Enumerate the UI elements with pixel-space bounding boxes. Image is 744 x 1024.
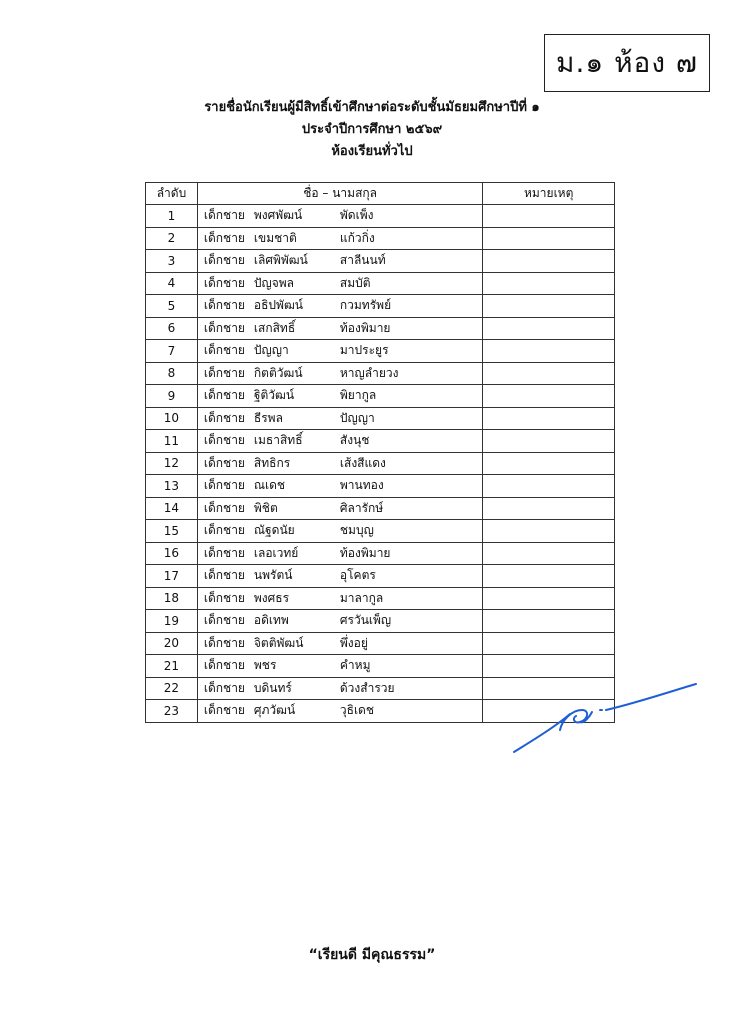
last-name: มาลากูล xyxy=(339,590,384,605)
remarks-cell xyxy=(483,340,615,363)
last-name: คำหมู xyxy=(339,658,371,673)
first-name: ธีรพล xyxy=(253,410,283,425)
last-name: ท้องพิมาย xyxy=(339,545,391,560)
remarks-cell xyxy=(483,497,615,520)
table-row xyxy=(146,317,615,340)
name-prefix: เด็กชาย xyxy=(203,253,245,268)
row-number: 18 xyxy=(146,587,198,610)
row-number: 5 xyxy=(146,295,198,318)
first-name: ณัฐดนัย xyxy=(253,523,295,538)
student-name-cell xyxy=(197,677,483,700)
name-prefix: เด็กชาย xyxy=(203,388,245,403)
table-row xyxy=(146,452,615,475)
signature xyxy=(500,672,710,762)
remarks-cell xyxy=(483,542,615,565)
name-prefix: เด็กชาย xyxy=(203,343,245,358)
room-label-box xyxy=(544,34,710,92)
name-prefix: เด็กชาย xyxy=(203,613,245,628)
row-number: 9 xyxy=(146,385,198,408)
row-number: 7 xyxy=(146,340,198,363)
row-number: 3 xyxy=(146,250,198,273)
student-name-cell xyxy=(197,295,483,318)
name-prefix: เด็กชาย xyxy=(203,478,245,493)
row-number: 16 xyxy=(146,542,198,565)
row-number: 8 xyxy=(146,362,198,385)
table-row xyxy=(146,250,615,273)
table-row xyxy=(146,407,615,430)
last-name: ด้วงสำรวย xyxy=(339,680,395,695)
table-row xyxy=(146,632,615,655)
table-row xyxy=(146,362,615,385)
remarks-cell xyxy=(483,227,615,250)
student-name-cell xyxy=(197,632,483,655)
student-name-cell xyxy=(197,700,483,723)
remarks-cell xyxy=(483,587,615,610)
remarks-cell xyxy=(483,610,615,633)
first-name: พงศธร xyxy=(253,590,290,605)
row-number: 14 xyxy=(146,497,198,520)
table-row xyxy=(146,542,615,565)
name-prefix: เด็กชาย xyxy=(203,590,245,605)
table-row xyxy=(146,295,615,318)
remarks-cell xyxy=(483,385,615,408)
last-name: สังนุช xyxy=(339,433,370,448)
last-name: วุธิเดช xyxy=(339,703,374,718)
last-name: เส้งสีแดง xyxy=(339,455,386,470)
student-name-cell xyxy=(197,227,483,250)
last-name: พึ่งอยู่ xyxy=(339,635,368,650)
last-name: มาประยูร xyxy=(339,343,389,358)
table-row xyxy=(146,272,615,295)
row-number: 20 xyxy=(146,632,198,655)
name-prefix: เด็กชาย xyxy=(203,658,245,673)
remarks-cell xyxy=(483,205,615,228)
first-name: พชร xyxy=(253,658,277,673)
first-name: ณเดช xyxy=(253,478,286,493)
remarks-cell xyxy=(483,452,615,475)
row-number: 21 xyxy=(146,655,198,678)
student-name-cell xyxy=(197,475,483,498)
row-number: 15 xyxy=(146,520,198,543)
student-roster-table xyxy=(145,182,615,723)
remarks-cell xyxy=(483,632,615,655)
table-row xyxy=(146,610,615,633)
student-name-cell xyxy=(197,385,483,408)
student-name-cell xyxy=(197,610,483,633)
student-name-cell xyxy=(197,565,483,588)
remarks-cell xyxy=(483,475,615,498)
student-name-cell xyxy=(197,340,483,363)
name-prefix: เด็กชาย xyxy=(203,500,245,515)
first-name: กิตติวัฒน์ xyxy=(253,365,303,380)
student-name-cell xyxy=(197,250,483,273)
student-name-cell xyxy=(197,542,483,565)
name-prefix: เด็กชาย xyxy=(203,568,245,583)
table-row xyxy=(146,475,615,498)
first-name: จิตติพัฒน์ xyxy=(253,635,304,650)
first-name: ปัญจพล xyxy=(253,275,295,290)
name-prefix: เด็กชาย xyxy=(203,680,245,695)
last-name: แก้วกิ่ง xyxy=(339,230,375,245)
name-prefix: เด็กชาย xyxy=(203,298,245,313)
table-row xyxy=(146,587,615,610)
first-name: พงศพัฒน์ xyxy=(253,208,303,223)
first-name: ฐิติวัฒน์ xyxy=(253,388,295,403)
first-name: สิทธิกร xyxy=(253,455,291,470)
table-body xyxy=(146,205,615,723)
last-name: ศิลารักษ์ xyxy=(339,500,384,515)
student-name-cell xyxy=(197,655,483,678)
row-number: 2 xyxy=(146,227,198,250)
row-number: 23 xyxy=(146,700,198,723)
last-name: ศรวันเพ็ญ xyxy=(339,613,392,628)
name-prefix: เด็กชาย xyxy=(203,635,245,650)
table-row xyxy=(146,385,615,408)
row-number: 22 xyxy=(146,677,198,700)
student-name-cell xyxy=(197,272,483,295)
school-motto: “เรียนดี มีคุณธรรม” xyxy=(308,947,436,963)
first-name: ปัญญา xyxy=(253,343,289,358)
row-number: 11 xyxy=(146,430,198,453)
name-prefix: เด็กชาย xyxy=(203,208,245,223)
remarks-cell xyxy=(483,295,615,318)
name-prefix: เด็กชาย xyxy=(203,275,245,290)
heading-class-type: ห้องเรียนทั่วไป xyxy=(331,144,413,159)
room-label: ม.๑ ห้อง ๗ xyxy=(556,46,698,79)
remarks-cell xyxy=(483,407,615,430)
last-name: สมบัติ xyxy=(339,275,371,290)
table-row xyxy=(146,340,615,363)
row-number: 17 xyxy=(146,565,198,588)
remarks-cell xyxy=(483,362,615,385)
column-header-name: ชื่อ – นามสกุล xyxy=(197,183,483,205)
name-prefix: เด็กชาย xyxy=(203,545,245,560)
first-name: บดินทร์ xyxy=(253,680,292,695)
student-name-cell xyxy=(197,520,483,543)
row-number: 10 xyxy=(146,407,198,430)
remarks-cell xyxy=(483,520,615,543)
heading-academic-year: ประจำปีการศึกษา ๒๕๖๙ xyxy=(301,122,443,137)
first-name: เลิศพิพัฒน์ xyxy=(253,253,308,268)
remarks-cell xyxy=(483,250,615,273)
name-prefix: เด็กชาย xyxy=(203,365,245,380)
student-name-cell xyxy=(197,430,483,453)
name-prefix: เด็กชาย xyxy=(203,320,245,335)
heading-title: รายชื่อนักเรียนผู้มีสิทธิ์เข้าศึกษาต่อระดับชั้นมัธยมศึกษาปีที่ ๑ xyxy=(204,100,540,115)
name-prefix: เด็กชาย xyxy=(203,455,245,470)
first-name: อธิปพัฒน์ xyxy=(253,298,303,313)
name-prefix: เด็กชาย xyxy=(203,433,245,448)
remarks-cell xyxy=(483,430,615,453)
last-name: พานทอง xyxy=(339,478,384,493)
student-name-cell xyxy=(197,452,483,475)
row-number: 12 xyxy=(146,452,198,475)
last-name: กวมทรัพย์ xyxy=(339,298,392,313)
last-name: ท้องพิมาย xyxy=(339,320,391,335)
name-prefix: เด็กชาย xyxy=(203,230,245,245)
table-row xyxy=(146,497,615,520)
row-number: 1 xyxy=(146,205,198,228)
remarks-cell xyxy=(483,317,615,340)
first-name: อดิเทพ xyxy=(253,613,289,628)
first-name: เมธาสิทธิ์ xyxy=(253,433,303,448)
first-name: พิชิต xyxy=(253,500,278,515)
last-name: สาลีนนท์ xyxy=(339,253,386,268)
last-name: พัดเพ็ง xyxy=(339,208,374,223)
student-name-cell xyxy=(197,407,483,430)
remarks-cell xyxy=(483,272,615,295)
student-name-cell xyxy=(197,317,483,340)
name-prefix: เด็กชาย xyxy=(203,703,245,718)
table-row xyxy=(146,430,615,453)
last-name: ปัญญา xyxy=(339,410,375,425)
row-number: 19 xyxy=(146,610,198,633)
first-name: เสกสิทธิ์ xyxy=(253,320,296,335)
last-name: หาญลำยวง xyxy=(339,365,399,380)
student-name-cell xyxy=(197,362,483,385)
first-name: ศุภวัฒน์ xyxy=(253,703,296,718)
student-name-cell xyxy=(197,205,483,228)
table-row xyxy=(146,520,615,543)
remarks-cell xyxy=(483,565,615,588)
student-name-cell xyxy=(197,587,483,610)
last-name: พิยากูล xyxy=(339,388,377,403)
column-header-remarks: หมายเหตุ xyxy=(483,183,615,205)
name-prefix: เด็กชาย xyxy=(203,523,245,538)
column-header-number: ลำดับ xyxy=(146,183,198,205)
table-row xyxy=(146,205,615,228)
table-row xyxy=(146,227,615,250)
first-name: เลอเวทย์ xyxy=(253,545,299,560)
row-number: 4 xyxy=(146,272,198,295)
row-number: 6 xyxy=(146,317,198,340)
table-header-row xyxy=(146,183,615,205)
name-prefix: เด็กชาย xyxy=(203,410,245,425)
student-name-cell xyxy=(197,497,483,520)
first-name: นพรัตน์ xyxy=(253,568,293,583)
last-name: ชมบุญ xyxy=(339,523,374,538)
first-name: เขมชาติ xyxy=(253,230,297,245)
last-name: อุโคตร xyxy=(339,568,376,583)
table-row xyxy=(146,565,615,588)
row-number: 13 xyxy=(146,475,198,498)
